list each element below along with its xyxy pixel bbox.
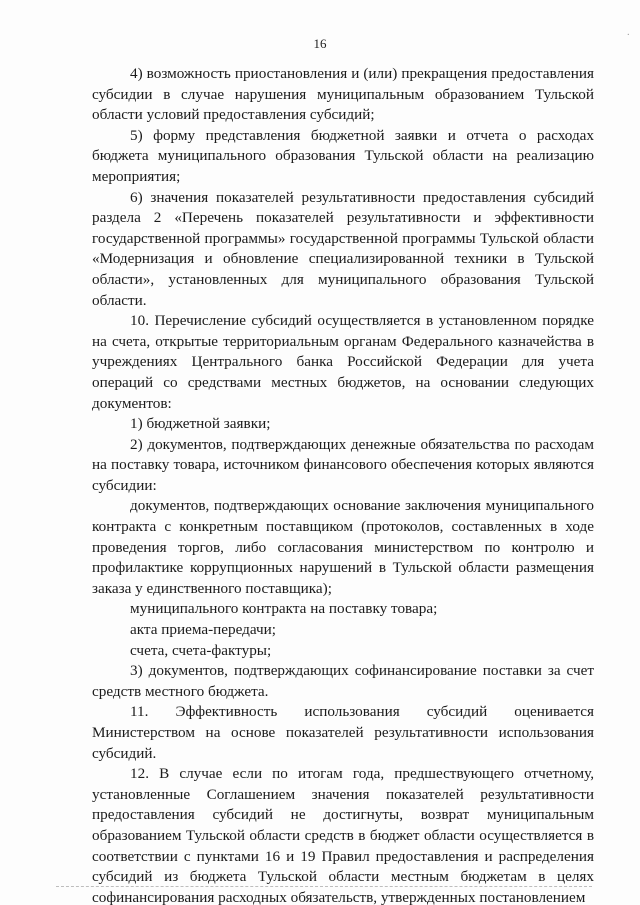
paragraph: 4) возможность приостановления и (или) прекращения предоставления субсидии в случае нарушения муниципальным образованием Тульской области условий предоставления субсидий; — [92, 65, 594, 124]
scan-footer-line — [56, 886, 592, 887]
paragraph: 10. Перечисление субсидий осуществляется в установленном порядке на счета, открытые территориальным органам Федерального казначейства в учреждениях Центрального банка Российской Федерации для учета операций со средствами местных бюджетов, на основании следующих документов: — [92, 312, 594, 412]
paragraph: 11. Эффективность использования субсидий оценивается Министерством на основе показателей результативности использования субсидий. — [92, 703, 594, 762]
paragraph: 6) значения показателей результативности предоставления субсидий раздела 2 «Перечень показателей результативности и эффективности государственной программы» государственной программы Тульской области «Модернизация и обновление специализированной техники в Тульской области», установленных для муниципального образования Тульской области. — [92, 188, 594, 309]
paragraph: 2) документов, подтверждающих денежные обязательства по расходам на поставку товара, источником финансового обеспечения которых являются субсидии: — [92, 435, 594, 494]
paragraph: 3) документов, подтверждающих софинансирование поставки за счет средств местного бюджета. — [92, 662, 594, 700]
paragraph: муниципального контракта на поставку товара; — [130, 600, 438, 618]
corner-mark: · — [626, 30, 630, 41]
page-number: 16 — [313, 36, 327, 51]
paragraph: 12. В случае если по итогам года, предшествующего отчетному, установленные Соглашением значения показателей результативности предоставления субсидий не достигнуты, возврат муниципальным образованием Тульской области средств в бюджет области осуществляется в соответствии с пунктами 16 и 19 Правил предоставления и распределения субсидий из бюджета Тульской области местным бюджетам в целях софинансирования расходных обязательств, утвержденных постановлением — [92, 765, 594, 905]
paragraph: счета, счета-фактуры; — [130, 641, 272, 659]
document-body — [92, 64, 594, 905]
paragraph: 1) бюджетной заявки; — [130, 415, 271, 433]
paragraph: 5) форму представления бюджетной заявки и отчета о расходах бюджета муниципального образования Тульской области на реализацию мероприятия; — [92, 126, 594, 185]
paragraph: акта приема-передачи; — [130, 621, 277, 639]
paragraph: документов, подтверждающих основание заключения муниципального контракта с конкретным поставщиком (протоколов, составленных в ходе проведения торгов, либо согласования министерством по контролю и профилактике коррупционных нарушений в Тульской области размещения заказа у единственного поставщика); — [92, 497, 594, 597]
